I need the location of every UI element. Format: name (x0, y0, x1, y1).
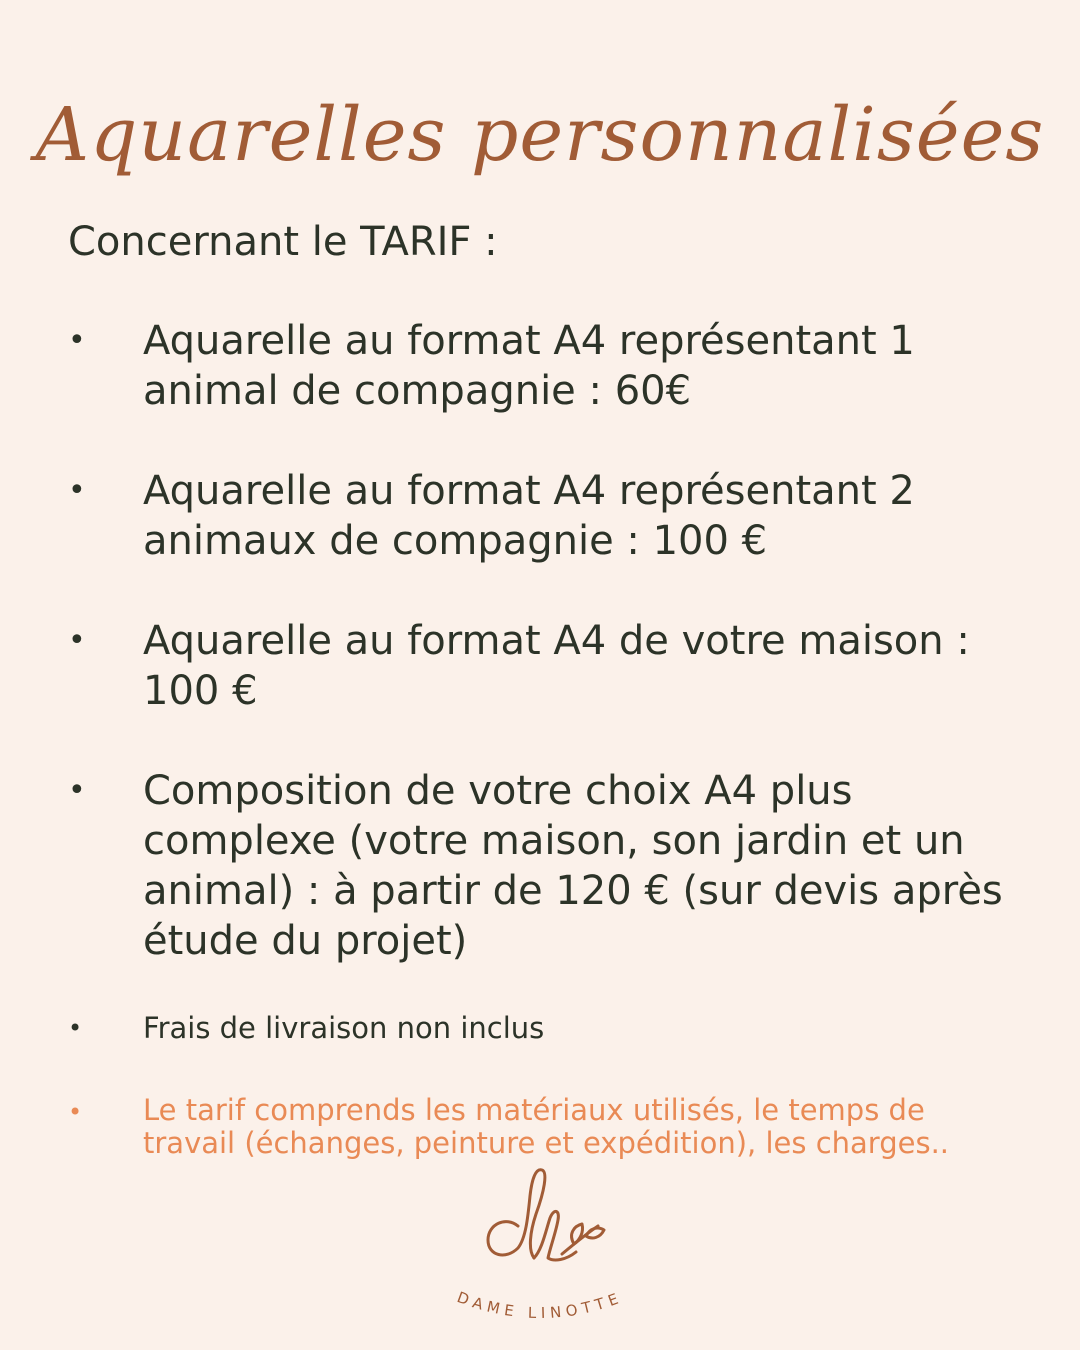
intro-heading: Concernant le TARIF : (68, 219, 498, 265)
list-item-text: Le tarif comprends les matériaux utilisés, le temps de travail (échanges, peinture et expédition), les charges.. (143, 1093, 950, 1160)
list-item-text: Aquarelle au format A4 représentant 2 animaux de compagnie : 100 € (143, 468, 915, 564)
list-item-text: Composition de votre choix A4 plus complexe (votre maison, son jardin et un animal) : à partir de 120 € (sur devis après étude du projet) (143, 768, 1003, 964)
bullet-icon: • (68, 473, 86, 508)
dl-monogram-leaf-icon (470, 1160, 610, 1270)
list-item-text: Aquarelle au format A4 représentant 1 animal de compagnie : 60€ (143, 318, 915, 414)
bullet-icon: • (68, 1014, 83, 1042)
bullet-icon: • (68, 773, 86, 808)
bullet-icon: • (68, 623, 86, 658)
bullet-icon: • (68, 323, 86, 358)
list-item-text: Frais de livraison non inclus (143, 1011, 545, 1045)
bullet-icon: • (68, 1098, 83, 1126)
list-item-text: Aquarelle au format A4 de votre maison : 100 € (143, 618, 970, 714)
svg-text:DAME LINOTTE (455, 1288, 626, 1322)
brand-name: DAME LINOTTE (454, 1288, 626, 1323)
page-title: Aquarelles personnalisées (35, 92, 1045, 178)
brand-wordmark (420, 1275, 660, 1345)
